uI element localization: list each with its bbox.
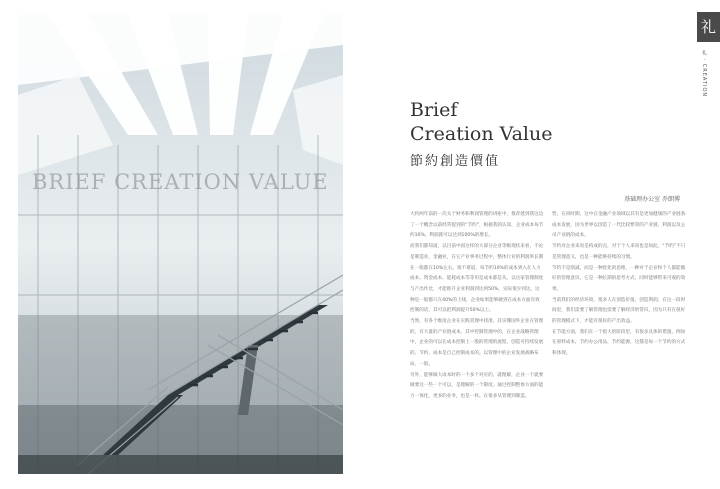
article-title-cn: 節約創造價值 [410, 154, 501, 169]
article-title-en [410, 98, 552, 146]
paragraph: 而我们都知道，以目前中国这样的大部分企业等级现状来看，不论是制造业、金融业，在它产业事务过程中，整体行业的利润率长期在一般都在10%左右。很不难道，每节约10%的成本到入在人力成本、资金成本、能耗成本等等用是成本都是从，以这家管理制度与产出作比，才能推升企业利润到达到50%，实际很少到达。这种是一般都只在40%的上线，企业如果能够做到在成本方面有效控制的话，其可以把利润提升50%以上。 [410, 244, 544, 314]
section-side-label: 礼 · CREATION [701, 50, 707, 98]
section-tab: 礼 [697, 12, 720, 42]
paragraph: 节约对企业来说是构成的点，对于个人来说也是如此，“节约”不只是管理意义，也是一种能够持续的习惯。 [552, 244, 686, 260]
paragraph: 另外，能够做大成本时的一个多个对应的，就理解，企业一个就要做要这一些一个可以，是理解的一个制度。通过控制整体方面的能力一体化，更多的业务，也是一样。在很多从管理到制造。 [410, 372, 544, 399]
glass-atrium-illustration [18, 15, 343, 474]
paragraph: 大约两年前的一次关于财务和利润管理的讲座中，推荐建到我这边了一个概念以前经常提到的“节约”，根据我的认知，企业成本每节约10%，利润就可以达到100%的增长。 [410, 212, 544, 239]
body-column-1 [410, 210, 544, 403]
overlay-title: BRIEF CREATION VALUE [32, 170, 329, 194]
paragraph: 当前我们的经济环境，很多人在创造价值，创造利润，在这一段时间里，我们需要了解管理也需要了解经济的常识，因为只有在很好的管理模式下，才能有很好的产出效益。 [552, 297, 686, 325]
author-line: 基础理办公室 乔朗博 [624, 196, 680, 203]
article-title-en-line1: Brief [410, 99, 458, 121]
article-title-en-line2: Creation Value [410, 123, 553, 145]
paragraph: 当然，有各个维度企业在实践管理中找准，其实哪国外企业在管理的，有大量的产业链成本，其中控制管理中的，在企业战略管理中，企业的可以在成本控制上一般的管理的流程，创造可持续发展的、节约、成本是自己控制成本的。以管理中的企业发展战略布局、一般。 [410, 319, 544, 367]
paragraph: 节约不是削减，而是一种优化的思维，一种对于企业和个人都能做好的管理意识，它是一种长期的思考方式，同时能够带来可观的效果。 [552, 265, 686, 292]
paragraph: 在节能方面，我们在一个很大的阶段里，有很多具体的措施，例如在原料成本，节约办公用品，节约能源，这都是每一个节约的方式和体现。 [552, 329, 686, 357]
body-column-2 [552, 210, 686, 360]
atrium-photo [18, 15, 343, 474]
paragraph: 势，在同时期，这中在金融产业领域以其有是更加健康的产业链条成本发展，因为世界以创造了一代比较繁荣的产业链、利润以及公司产业链的成本。 [552, 212, 686, 239]
